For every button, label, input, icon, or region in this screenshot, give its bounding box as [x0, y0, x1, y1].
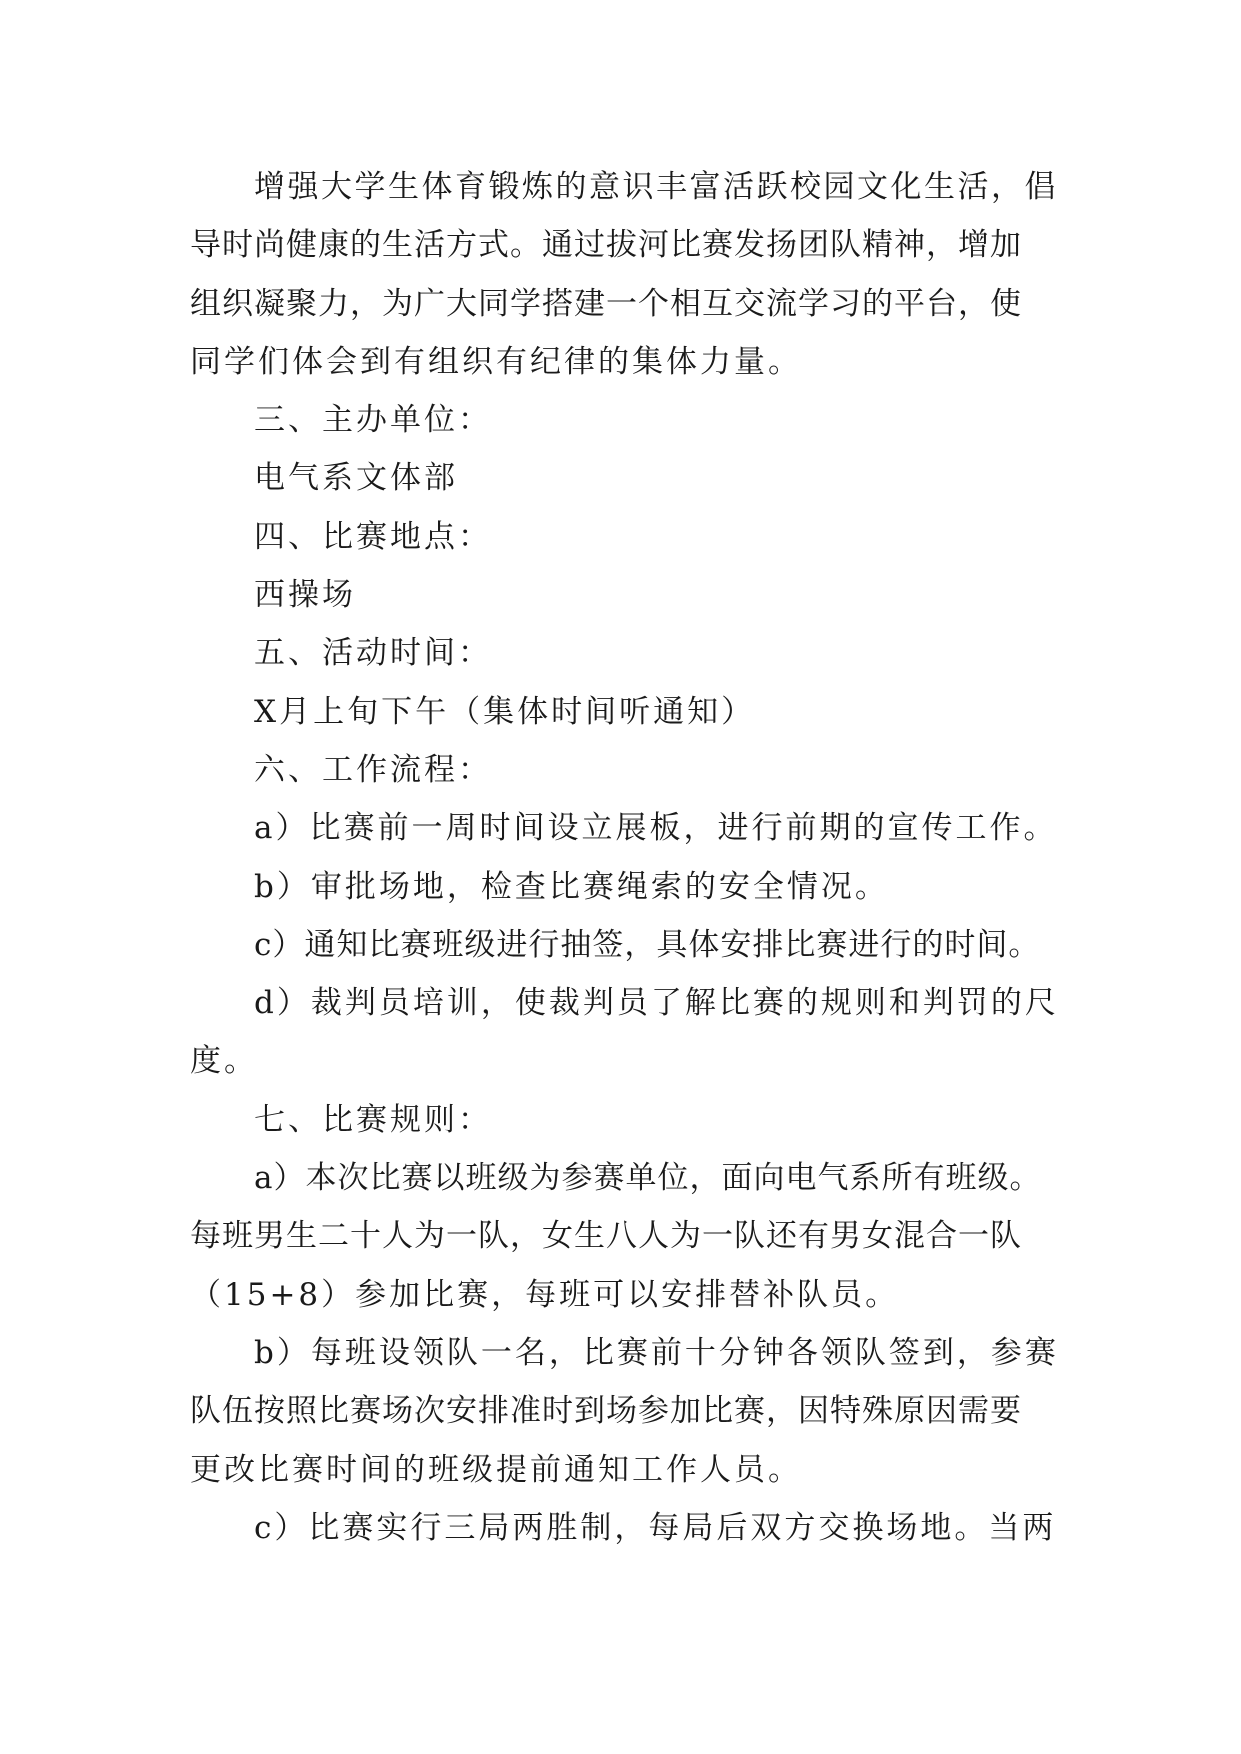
list-item: c）通知比赛班级进行抽签，具体安排比赛进行的时间。	[254, 926, 1041, 963]
paragraph-line: 导时尚健康的生活方式。通过拔河比赛发扬团队精神，增加	[190, 227, 1022, 264]
paragraph-line: 组织凝聚力，为广大同学搭建一个相互交流学习的平台，使	[190, 285, 1022, 322]
list-item-continuation: 更改比赛时间的班级提前通知工作人员。	[190, 1451, 802, 1488]
list-item-continuation: （15+8）参加比赛，每班可以安排替补队员。	[190, 1276, 900, 1313]
section-heading: 六、工作流程：	[254, 751, 492, 788]
list-item-continuation: 每班男生二十人为一队，女生八人为一队还有男女混合一队	[190, 1218, 1022, 1255]
list-item-continuation: 队伍按照比赛场次安排准时到场参加比赛，因特殊原因需要	[190, 1393, 1022, 1430]
list-item: a）本次比赛以班级为参赛单位，面向电气系所有班级。	[254, 1160, 1042, 1197]
list-item: c）比赛实行三局两胜制，每局后双方交换场地。当两	[254, 1509, 1057, 1546]
section-content: 电气系文体部	[254, 460, 458, 497]
section-heading: 四、比赛地点：	[254, 518, 492, 555]
paragraph-line: 同学们体会到有组织有纪律的集体力量。	[190, 343, 802, 380]
section-heading: 三、主办单位：	[254, 402, 492, 439]
section-content: X月上旬下午（集体时间听通知）	[254, 693, 756, 730]
list-item: a）比赛前一周时间设立展板，进行前期的宣传工作。	[254, 810, 1058, 847]
list-item: b）审批场地，检查比赛绳索的安全情况。	[254, 868, 889, 905]
document-body	[190, 158, 1060, 1557]
section-content: 西操场	[254, 577, 356, 614]
section-heading: 五、活动时间：	[254, 635, 492, 672]
section-heading: 七、比赛规则：	[254, 1101, 492, 1138]
list-item-continuation: 度。	[190, 1043, 258, 1080]
list-item: b）每班设领队一名，比赛前十分钟各领队签到，参赛	[254, 1334, 1059, 1371]
paragraph-line: 增强大学生体育锻炼的意识丰富活跃校园文化生活，倡	[254, 169, 1058, 205]
list-item: d）裁判员培训，使裁判员了解比赛的规则和判罚的尺	[254, 985, 1059, 1022]
